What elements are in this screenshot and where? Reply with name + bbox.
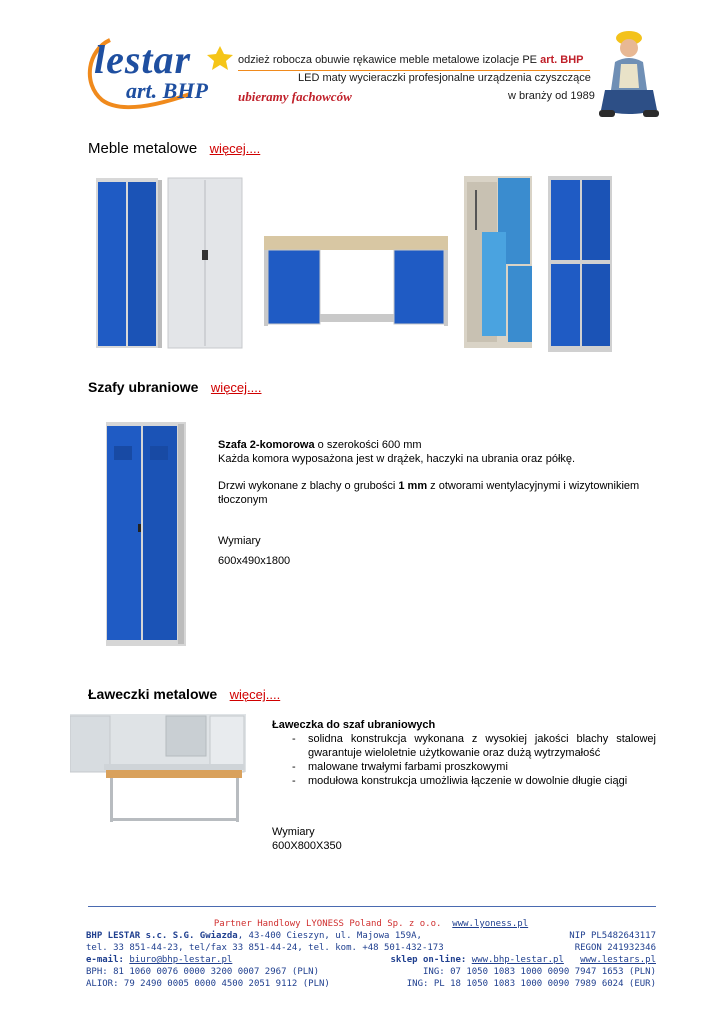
grey-cabinet-image: [168, 178, 242, 348]
tag-maty: maty: [322, 72, 347, 84]
tag-art-bhp: art. BHP: [540, 54, 584, 66]
tag-meble: meble metalowe: [399, 54, 480, 66]
footer-partner: Partner Handlowy LYONESS Poland Sp. z o.o.: [213, 919, 442, 929]
szafy-dims-value: 600x490x1800: [218, 555, 291, 567]
footer-email-label: e-mail:: [86, 955, 124, 965]
tag-wycieraczki: wycieraczki: [349, 72, 406, 84]
tagline-line-1: [238, 54, 584, 66]
tag-urzadzenia: profesjonalne urządzenia czyszczące: [408, 72, 591, 84]
footer-ing-eur-account: ING: PL 18 1050 1083 1000 0090 7989 6024 (EUR): [406, 979, 656, 989]
footer-company-line: [86, 930, 656, 942]
star-icon: [207, 46, 233, 70]
laweczka-image: [70, 714, 246, 826]
laweczki-dims-label: Wymiary: [272, 826, 315, 838]
szafy-more-link[interactable]: więcej....: [210, 380, 262, 395]
szafy-doors-text-a: Drzwi wykonane z blachy o grubości: [218, 480, 399, 492]
workbench-image: [264, 236, 448, 326]
footer-partner-line: [86, 918, 656, 930]
list-item: - modułowa konstrukcja umożliwia łączenie w dowolnie długie ciągi: [292, 774, 656, 788]
szafa-2-komorowa-image: [104, 420, 188, 648]
footer-phones: tel. 33 851-44-23, tel/fax 33 851-44-24, tel. kom. +48 501-432-173: [86, 943, 444, 953]
logo-main: lestar: [94, 37, 192, 82]
szafy-dims-label: Wymiary: [218, 535, 261, 547]
worker-illustration: [595, 28, 663, 124]
meble-more-link[interactable]: więcej....: [209, 141, 261, 156]
lyoness-link[interactable]: www.lyoness.pl: [452, 919, 529, 929]
laweczki-product-name: Ławeczka do szaf ubraniowych: [272, 719, 436, 731]
szafy-product-line: [218, 438, 650, 452]
footer-bph-account: BPH: 81 1060 0076 0000 3200 0007 2967 (PLN): [86, 967, 319, 977]
laweczki-features-list: [292, 732, 656, 788]
footer-company-address: , 43-400 Cieszyn, ul. Majowa 159A,: [237, 931, 422, 941]
tagline-line-2: [298, 72, 591, 84]
tag-rekawice: rękawice: [352, 54, 397, 66]
list-item: - solidna konstrukcja wykonana z wysokiej jakości blachy stalowej gwarantuje wieloletnie użytkowanie oraz dużą wytrzymałość: [292, 732, 656, 760]
section-szafy-title: Szafy ubraniowe: [88, 379, 199, 395]
footer-bank-line-2: [86, 978, 656, 990]
footer-bank-line-1: [86, 966, 656, 978]
since-text: w branży od 1989: [508, 90, 595, 102]
szafy-description: [218, 438, 650, 507]
szafy-doors-text-b: z otworami wentylacyjnymi i wizytownikiem tłoczonym: [218, 480, 640, 506]
footer-company-name: BHP LESTAR s.c. S.G. Gwiazda: [86, 931, 238, 941]
email-link[interactable]: biuro@bhp-lestar.pl: [129, 955, 233, 965]
tag-izolacje: izolacje PE: [482, 54, 538, 66]
szafy-doors-line: [218, 479, 650, 507]
tag-obuwie: obuwie: [315, 54, 350, 66]
szafy-product-name: Szafa 2-komorowa: [218, 439, 315, 451]
laweczki-dims-value: 600X800X350: [272, 840, 342, 852]
footer-nip: NIP PL5482643117: [569, 931, 656, 941]
blue-4-door-locker-image: [548, 176, 612, 352]
tagline-underline: [238, 70, 590, 71]
section-meble-heading: [88, 140, 260, 158]
open-locker-image: [464, 176, 532, 348]
section-laweczki-heading: [88, 686, 280, 704]
szafy-product-width: o szerokości 600 mm: [314, 439, 422, 451]
list-item: - malowane trwałymi farbami proszkowymi: [292, 760, 656, 774]
footer-ing-pln-account: ING: 07 1050 1083 1000 0090 7947 1653 (PLN): [423, 967, 656, 977]
szafy-doors-thickness: 1 mm: [398, 480, 428, 492]
section-szafy-heading: [88, 379, 262, 397]
tag-led: LED: [298, 72, 320, 84]
footer-alior-account: ALIOR: 79 2490 0005 0000 4500 2051 9112 (PLN): [86, 979, 330, 989]
footer-contact-line: [86, 954, 656, 966]
meble-products-photo: [88, 170, 628, 355]
logo-sub: art. BHP: [126, 78, 208, 103]
footer-regon: REGON 241932346: [574, 943, 656, 953]
section-meble-title: Meble metalowe: [88, 140, 198, 157]
laweczki-more-link[interactable]: więcej....: [229, 687, 281, 702]
footer-phone-line: [86, 942, 656, 954]
footer-shop: [390, 954, 656, 966]
header-banner: [80, 28, 660, 124]
shop-link-lestars[interactable]: www.lestars.pl: [580, 955, 656, 965]
tag-odziez: odzież robocza: [238, 54, 312, 66]
section-laweczki-title: Ławeczki metalowe: [88, 686, 218, 702]
szafy-equipment-line: Każda komora wyposażona jest w drążek, haczyki na ubrania oraz półkę.: [218, 453, 576, 465]
shop-link-bhp-lestar[interactable]: www.bhp-lestar.pl: [471, 955, 564, 965]
blue-locker-image: [96, 178, 162, 348]
slogan: ubieramy fachowców: [238, 89, 352, 104]
footer-shop-label: sklep on-line:: [390, 955, 467, 965]
footer: [86, 918, 656, 990]
footer-divider: [88, 906, 656, 907]
